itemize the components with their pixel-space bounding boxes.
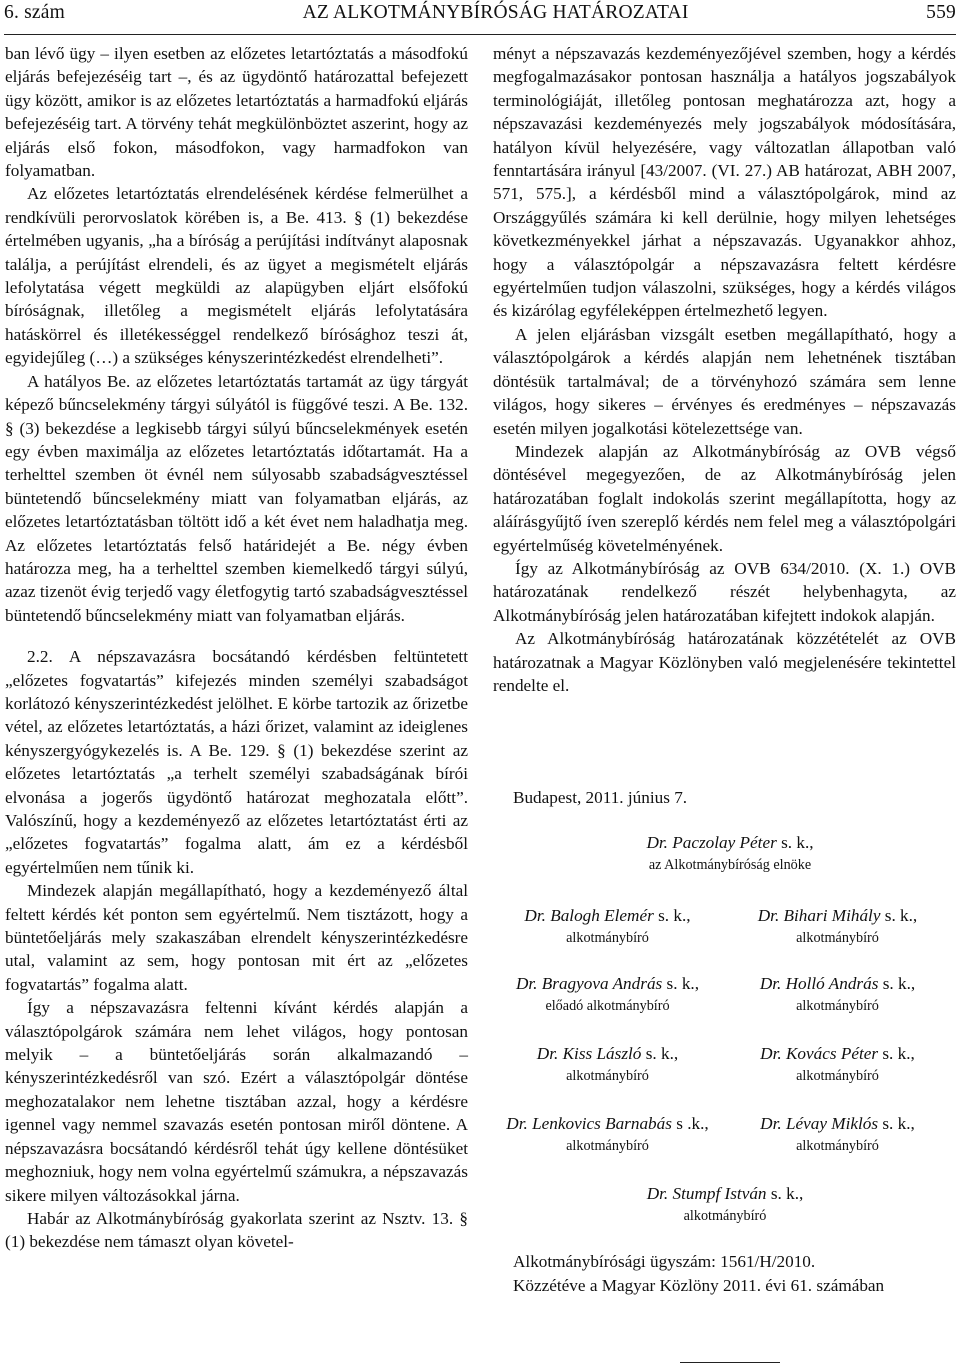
signer-suffix: s. k., (882, 1044, 915, 1063)
signer-title: alkotmánybíró (683, 1208, 767, 1224)
page-header (4, 2, 956, 32)
signer-name: Dr. Kiss László (536, 1044, 642, 1063)
paragraph: Habár az Alkotmánybíróság gyakorlata szerint az Nsztv. 13. § (1) bekezdése nem támaszt olyan követel- (5, 1208, 468, 1252)
signer-name: Dr. Paczolay Péter (646, 833, 777, 852)
paragraph: Így az Alkotmánybíróság az OVB 634/2010. (X. 1.) OVB határozatának rendelkező részét helybenhagyta, az Alkotmánybíróság jelen határozatában kifejtett indokok alapján. (493, 558, 956, 625)
signer-title: alkotmánybíró (796, 930, 879, 946)
signer-name: Dr. Kovács Péter (760, 1044, 879, 1063)
paragraph: ményt a népszavazás kezdeményezőjével szemben, hogy a kérdés megfogalmazásakor pontosan használja a hatályos jogszabályok terminológiáját, illetőleg pontosan meghatározza azt, hogy a népszavazási kezdeményezés mely jogszabályok módosítására, hatályon kívül helyezésére, vagy változatlan állapotban való fenntartására irányul [43/2007. (VI. 27.) AB határozat, ABH 2007, 571, 575.], a kérdésből mind a választópolgárok, mind az Országgyűlés számára ki kell derülnie, hogy milyen lehetséges következményekkel járhat a népszavazás. Ugyanakkor ahhoz, hogy a választópolgár a népszavazásra feltett kérdésre egyértelműen tudjon válaszolni, szükséges, hogy a kérdés világos és kizárólag egyféleképpen értelmezhető legyen. (493, 44, 956, 321)
signer-suffix: s. k., (645, 1044, 679, 1063)
signer-title: alkotmánybíró (566, 1068, 649, 1084)
signer-suffix: s. k., (781, 833, 814, 852)
signer-name: Dr. Holló András (759, 974, 879, 993)
signer-suffix: s. k., (882, 974, 916, 993)
header-divider (4, 34, 956, 35)
signer-title: alkotmánybíró (796, 998, 879, 1014)
signature-judge (485, 973, 730, 1017)
signer-name: Dr. Stumpf István (646, 1184, 767, 1203)
paragraph: A jelen eljárásban vizsgált esetben megállapítható, hogy a választópolgárok a kérdés alapján nem lehetnének tisztában döntésük tartalmával; de a törvényhozó számára sem lenne világos, hogy sikeres – érvényes és eredményes – népszavazás esetén milyen jogalkotási kötelezettsége van. (493, 324, 956, 438)
left-column (5, 42, 468, 1254)
signature-judge (725, 1113, 950, 1157)
signer-title: az Alkotmánybíróság elnöke (648, 857, 812, 873)
signature-judge (725, 905, 950, 949)
signer-name: Dr. Lenkovics Barnabás (506, 1114, 672, 1133)
signer-name: Dr. Balogh Elemér (524, 906, 654, 925)
bottom-divider (680, 1362, 780, 1363)
paragraph: A hatályos Be. az előzetes letartóztatás tartamát az ügy tárgyát képező bűncselekmény tárgyi súlyától is függővé teszi. A Be. 132. § (3) bekezdése a legkisebb tárgyi súlyú bűncselekmények esetén egy évben maximálja az előzetes letartóztatás időtartamát. Ha a terhelttel szemben öt évnél nem súlyosabb szabadságvesztéssel büntetendő bűncselekmény miatt van folyamatban eljárás, az előzetes letartóztatásban töltött idő a két évet nem haladhatja meg. Az előzetes letartóztatás felső határidejét a Be. négy évben határozza meg, ha a terhelttel szemben kiemelkedő tárgyi súlyú, azaz tizenöt évig terjedő vagy életfogytig tartó szabadságvesztéssel büntetendő bűncselekmény miatt van folyamatban eljárás. (5, 371, 468, 625)
page-number: 559 (926, 2, 956, 23)
case-number: Alkotmánybírósági ügyszám: 1561/H/2010. (513, 1252, 816, 1271)
signer-suffix: s. k., (884, 906, 918, 925)
signer-suffix: s .k., (676, 1114, 709, 1133)
signer-suffix: s. k., (770, 1184, 804, 1203)
signature-judge (725, 973, 950, 1017)
paragraph: ban lévő ügy – ilyen esetben az előzetes letartóztatás a másodfokú eljárás befejezéséig tart –, és az ügydöntő határozattal befejezett ügy között, amikor is az előzetes letartóztatás a harmadfokú eljárás befejezéséig tart. A törvény tehát megkülönböztet aszerint, hogy az eljárás első fokon, másodfokon, vagy harmadfokon van folyamatban. (5, 44, 468, 181)
footer (513, 1250, 884, 1298)
signer-title: előadó alkotmánybíró (545, 998, 670, 1014)
signer-suffix: s. k., (666, 974, 700, 993)
journal-title: AZ ALKOTMÁNYBÍRÓSÁG HATÁROZATAI (302, 2, 689, 23)
signer-title: alkotmánybíró (566, 930, 649, 946)
signature-president (580, 832, 880, 876)
right-column (493, 42, 956, 697)
signer-name: Dr. Bragyova András (515, 974, 663, 993)
signer-name: Dr. Lévay Miklós (760, 1114, 879, 1133)
paragraph: Mindezek alapján megállapítható, hogy a kezdeményező által feltett kérdés két ponton sem egyértelmű. Nem tisztázott, hogy a büntetőeljárás mely szakaszában elrendelt kényszerintézkedésre utal, valamint az sem, hogy pontosan mit ért az „előzetes fogvatartás” fogalma alatt. (5, 881, 468, 994)
signature-judge (485, 905, 730, 949)
signature-judge (575, 1183, 875, 1227)
paragraph: Mindezek alapján az Alkotmánybíróság az OVB végső döntésével megegyezően, de az Alkotmánybíróság jelen határozatában foglalt indokolás szerint megállapította, hogy az aláírásgyűjtő íven szereplő kérdés nem felel meg a választópolgári egyértelműség követelményének. (493, 441, 956, 555)
signature-judge (485, 1113, 730, 1157)
paragraph: Az előzetes letartóztatás elrendelésének kérdése felmerülhet a rendkívüli perorvoslatok körében is, a Be. 413. § (1) bekezdése értelmében ugyanis, „ha a bíróság a perújítási indítványt alaposnak találja, a perújítást elrendeli, és az ügyet a megismételt eljárás lefolytatása végett megküldi az alapügyben eljárt elsőfokú bíróságnak, illetőleg a megismételt eljárás lefolytatására hatáskörrel és illetékességgel rendelkező bírósághoz teszi át, egyidejűleg (…) a szükséges kényszerintézkedést elrendelheti”. (5, 184, 468, 368)
signer-title: alkotmánybíró (796, 1138, 879, 1154)
signer-name: Dr. Bihari Mihály (757, 906, 881, 925)
paragraph: Így a népszavazásra feltenni kívánt kérdés alapján a választópolgárok számára nem lehet világos, hogy pontosan melyik – a büntetőeljárás során alkalmazandó – kényszerintézkedésről van szó. Ezért a választópolgár döntése meghozatalakor nem lehetne tisztában azzal, hogy a kérdésre igennel vagy nemmel szavazás esetén pontosan miről döntene. A népszavazásra bocsátandó kérdésről tehát úgy kellene döntésüket meghozniuk, hogy nem volna egyértelmű számukra, a népszavazás sikere milyen változásokkal járna. (5, 998, 468, 1205)
signer-title: alkotmánybíró (566, 1138, 649, 1154)
publication-note: Közzétéve a Magyar Közlöny 2011. évi 61. számában (513, 1276, 885, 1295)
dateline: Budapest, 2011. június 7. (513, 788, 688, 807)
issue-number: 6. szám (4, 2, 65, 23)
signer-title: alkotmánybíró (796, 1068, 879, 1084)
signer-suffix: s. k., (658, 906, 691, 925)
signature-judge (485, 1043, 730, 1087)
paragraph: Az Alkotmánybíróság határozatának közzétételét az OVB határozatnak a Magyar Közlönyben való megjelenésére tekintettel rendelte el. (493, 629, 956, 695)
signature-judge (725, 1043, 950, 1087)
signer-suffix: s. k., (882, 1114, 915, 1133)
section-paragraph: 2.2. A népszavazásra bocsátandó kérdésben feltüntetett „előzetes fogvatartás” kifejezés minden személyi szabadságot korlátozó kényszerintézkedést jelölhet. E körbe tartozik az őrizetbe vétel, az előzetes letartóztatás, a házi őrizet, valamint az ideiglenes kényszergyógykezelés is. A Be. 129. § (1) bekezdése szerint az előzetes letartóztatás „a terhelt személyi szabadságának bírói elvonása a jogerős ügydöntő határozat meghozatala előtt”. Valószínű, hogy a kezdeményező az előzetes letartóztatást érti az „előzetes fogvatartás” fogalma alatt, ám ez a kérdésből egyértelműen nem tűnik ki. (5, 647, 468, 877)
